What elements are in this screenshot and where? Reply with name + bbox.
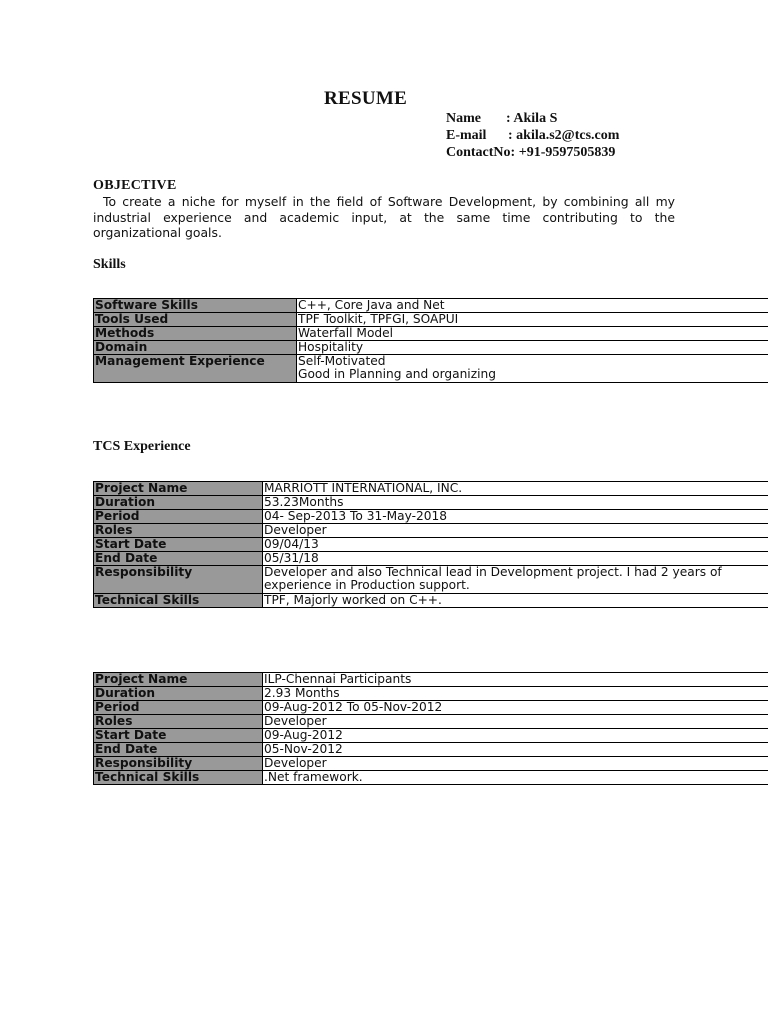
- row-value: 05-Nov-2012: [263, 743, 768, 757]
- row-label: Software Skills: [94, 299, 297, 313]
- row-value: Developer: [263, 757, 768, 771]
- objective-heading: OBJECTIVE: [93, 178, 177, 193]
- table-row: [94, 341, 768, 355]
- name-value: : Akila S: [506, 111, 558, 126]
- resume-title: RESUME: [324, 88, 408, 109]
- table-row: [94, 701, 768, 715]
- row-value: [297, 355, 768, 383]
- table-row: [94, 673, 768, 687]
- row-value: 09-Aug-2012 To 05-Nov-2012: [263, 701, 768, 715]
- row-value: MARRIOTT INTERNATIONAL, INC.: [263, 482, 768, 496]
- table-row: [94, 482, 768, 496]
- value-line: experience in Production support.: [264, 578, 470, 592]
- table-row: [94, 510, 768, 524]
- row-label: Period: [94, 510, 263, 524]
- table-row: [94, 524, 768, 538]
- value-line: Self-Motivated: [298, 354, 386, 368]
- table-row: [94, 687, 768, 701]
- row-label: Project Name: [94, 673, 263, 687]
- project-table-1: [93, 481, 768, 608]
- row-value: .Net framework.: [263, 771, 768, 785]
- row-label: Responsibility: [94, 566, 263, 594]
- row-value: 09/04/13: [263, 538, 768, 552]
- row-value: 53.23Months: [263, 496, 768, 510]
- row-label: Methods: [94, 327, 297, 341]
- contact-row: [446, 144, 619, 161]
- row-value: ILP-Chennai Participants: [263, 673, 768, 687]
- contact-label: ContactNo:: [446, 145, 516, 160]
- row-label: Roles: [94, 715, 263, 729]
- table-row: [94, 327, 768, 341]
- row-label: Responsibility: [94, 757, 263, 771]
- name-label: Name: [446, 111, 481, 126]
- row-label: Duration: [94, 687, 263, 701]
- project-table-2: [93, 672, 768, 785]
- name-row: [446, 110, 619, 127]
- row-value: 05/31/18: [263, 552, 768, 566]
- row-value: Waterfall Model: [297, 327, 768, 341]
- table-row: [94, 566, 768, 594]
- email-label: E-mail: [446, 128, 487, 143]
- row-value: TPF, Majorly worked on C++.: [263, 594, 768, 608]
- row-value: C++, Core Java and Net: [297, 299, 768, 313]
- table-row: [94, 552, 768, 566]
- row-label: Tools Used: [94, 313, 297, 327]
- contact-block: [446, 110, 619, 161]
- row-label: End Date: [94, 743, 263, 757]
- row-value: Developer: [263, 524, 768, 538]
- row-label: Period: [94, 701, 263, 715]
- email-row: [446, 127, 619, 144]
- row-value: 04- Sep-2013 To 31-May-2018: [263, 510, 768, 524]
- table-row: [94, 743, 768, 757]
- objective-text: To create a niche for myself in the field of Software Development, by combining all my industrial experience and academic input, at the same time contributing to the organizational goals.: [93, 194, 675, 240]
- row-label: End Date: [94, 552, 263, 566]
- table-row: [94, 496, 768, 510]
- row-value: Hospitality: [297, 341, 768, 355]
- row-label: Roles: [94, 524, 263, 538]
- skills-table: [93, 298, 768, 383]
- row-label: Management Experience: [94, 355, 297, 383]
- email-value[interactable]: : akila.s2@tcs.com: [508, 128, 620, 143]
- row-label: Project Name: [94, 482, 263, 496]
- row-label: Start Date: [94, 729, 263, 743]
- table-row: [94, 313, 768, 327]
- row-value: Developer: [263, 715, 768, 729]
- table-row: [94, 729, 768, 743]
- table-row: [94, 299, 768, 313]
- skills-heading: Skills: [93, 257, 126, 272]
- tcs-experience-heading: TCS Experience: [93, 439, 191, 454]
- table-row: [94, 355, 768, 383]
- contact-value: +91-9597505839: [518, 145, 616, 160]
- row-value: 09-Aug-2012: [263, 729, 768, 743]
- row-label: Duration: [94, 496, 263, 510]
- row-value: 2.93 Months: [263, 687, 768, 701]
- table-row: [94, 538, 768, 552]
- table-row: [94, 715, 768, 729]
- table-row: [94, 757, 768, 771]
- row-value: [263, 566, 768, 594]
- table-row: [94, 771, 768, 785]
- value-line: Good in Planning and organizing: [298, 367, 496, 381]
- table-row: [94, 594, 768, 608]
- row-label: Technical Skills: [94, 771, 263, 785]
- row-label: Start Date: [94, 538, 263, 552]
- value-line: Developer and also Technical lead in Development project. I had 2 years of: [264, 565, 722, 579]
- row-value: TPF Toolkit, TPFGI, SOAPUI: [297, 313, 768, 327]
- row-label: Technical Skills: [94, 594, 263, 608]
- row-label: Domain: [94, 341, 297, 355]
